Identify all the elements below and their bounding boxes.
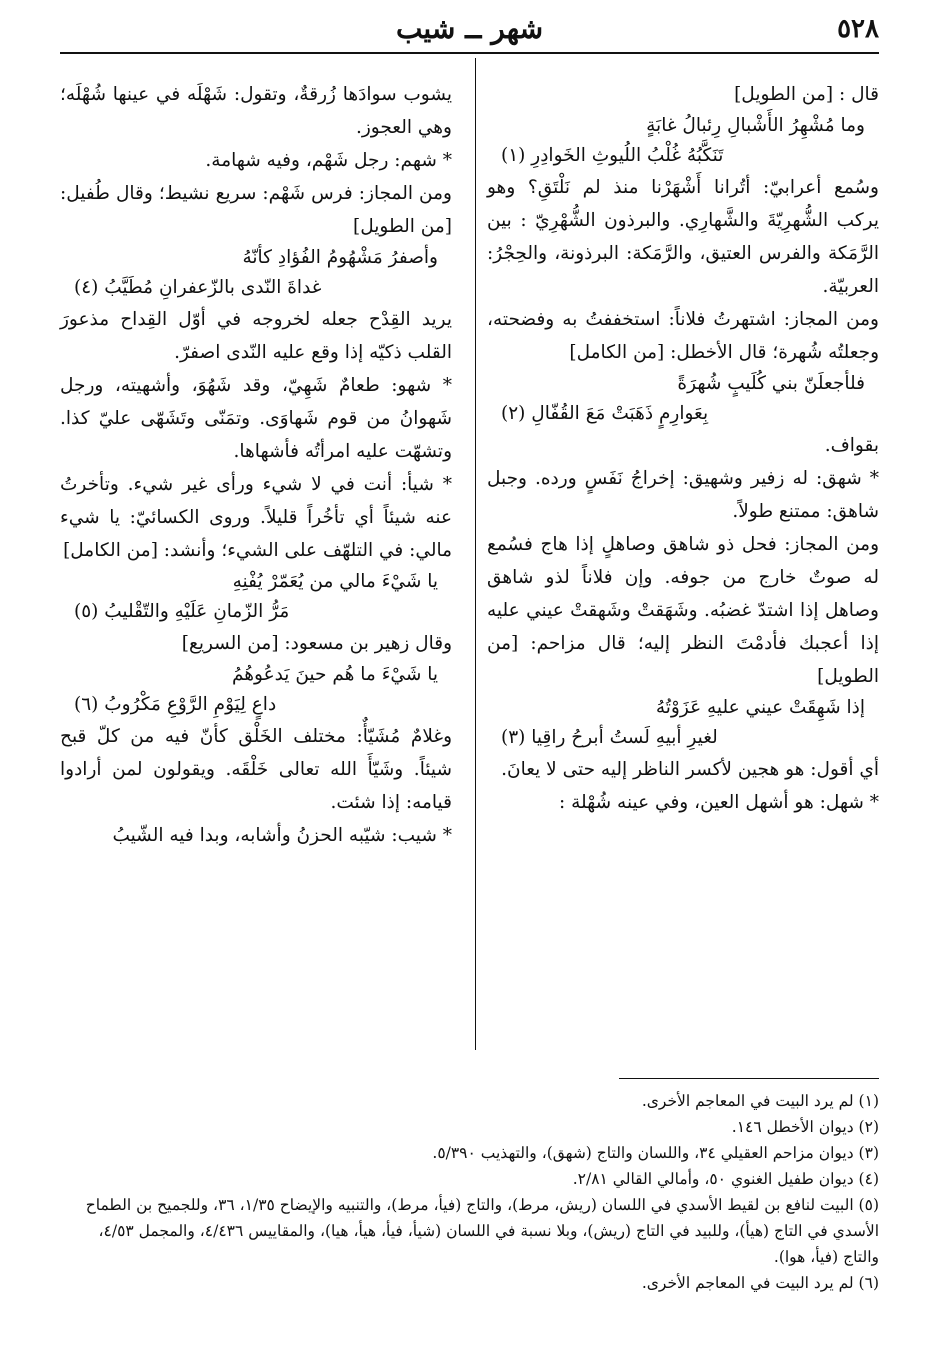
footnote: (٥) البيت لنافع بن لقيط الأسدي في اللسان (ريش، مرط)، والتاج (فيأ، مرط)، والتنبيه والإيضاح ١/٣٥، ٣٦، وللجميح بن الطماح الأسدي في التاج (هيأ)، وللبيد في التاج (ريش)، وبلا نسبة في اللسان (شيأ، فيأ، هيأ، هيا)، والمقاييس ٤/٤٣٦، والمجمل ٤/٥٣، والتاج (فيأ، هوا). (85, 1196, 879, 1266)
paragraph: ومن المجاز: اشتهرتُ فلاناً: استخففتُ به وفضحته، وجعلتُه شُهرة؛ قال الأخطل: [من الكامل] (487, 309, 879, 363)
paragraph: بقواف. (824, 435, 879, 456)
verse-first-hemistich: إذا شَهِقَتْ عيني عليهِ عَزَوْتُهُ (655, 697, 865, 718)
paragraph: يريد القِدْح جعله لخروجه في أوّل القِداح مذعورَ القلب ذكيّه إذا وقع عليه النّدى اصفرّ. (60, 309, 452, 363)
paragraph: * شهم: رجل شَهْم، وفيه شهامة. (205, 150, 452, 171)
paragraph: ومن المجاز: فحل ذو شاهق وصاهلٍ إذا هاج فسُمع له صوتٌ خارج من جوفه. وإن فلاناً لذو شاهق وصاهل إذا اشتدّ غضبُه. وشَهَقتْ وشَهقتْ عيني عليه إذا أعجبك فأدمْتَ النظر إليه؛ قال مزاحم: [من الطويل] (487, 534, 879, 687)
verse-first-hemistich: يا شَيْءَ ما هُم حينَ يَدعُوهُمُ (231, 664, 438, 685)
column-divider (475, 58, 476, 1050)
verse-second-hemistich: لغيرِ أبيهِ لَستُ أبرحُ راقِيا (٣) (501, 727, 718, 748)
paragraph: أي أقول: هو هجين لأكسر الناظر إليه حتى لا يعانَ. (501, 759, 879, 780)
footnote: (٦) لم يرد البيت في المعاجم الأخرى. (641, 1274, 879, 1292)
paragraph: وسُمع أعرابيّ: أتُرانا أَشْهَرْنا منذ لم نَلْتَقِ؟ وهو يركب الشُّهرِيّةَ والشَّهارِي. والبرذون الشُّهْرِيّ : بين الرَّمَكة والفرس العتيق، والرَّمَكة: البرذونة، والحِجْرُ: العربيّة. (487, 177, 879, 297)
paragraph: * شهق: له زفير وشهيق: إخراجُ نَفَسٍ ورده. وجبل شاهق: ممتنع طولاً. (487, 468, 879, 522)
footnote-rule (619, 1078, 879, 1079)
paragraph: يشوب سوادَها زُرقةٌ، وتقول: شَهْلَه في عينها شُهْلَه؛ وهي العجوز. (60, 84, 452, 138)
header-rule (60, 52, 879, 54)
verse (487, 111, 879, 171)
footnote: (١) لم يرد البيت في المعاجم الأخرى. (641, 1092, 879, 1110)
verse-first-hemistich: وأصفرُ مَشْهُومُ الفُؤادِ كأنّهُ (242, 247, 438, 268)
verse (60, 243, 452, 303)
paragraph: * شهو: طعامٌ شَهِيّ، وقد شَهُوَ، وأشهيته، ورجل شَهوانُ من قوم شَهاوَى. وتمَنّى وتَشَهّى عليّ كذا. وتشهّت عليه امرأتُه فأشهاها. (60, 375, 452, 462)
verse-first-hemistich: يا شَيْءَ مالي من يُعَمّرْ يُفْنِهِ (232, 571, 438, 592)
page-number: ٥٢٨ (837, 14, 879, 44)
paragraph: ومن المجاز: فرس شَهْم: سريع نشيط؛ وقال طُفيل: [من الطويل] (60, 183, 452, 237)
verse-second-hemistich: تَنَكَّبُهُ غُلْبُ اللُيوثِ الخَوادِرِ (١) (501, 145, 724, 166)
verse-second-hemistich: داعٍ لِيَوْمِ الرَّوْعِ مَكْرُوبُ (٦) (74, 694, 277, 715)
verse-first-hemistich: وما مُشْهِرُ الأَشْبالِ رِئبالُ غابَةٍ (646, 115, 865, 136)
right-column (487, 78, 879, 819)
page-header (60, 8, 879, 54)
paragraph: * شيب: شيّبه الحزنُ وأشابه، وبدا فيه الشّيبُ (112, 825, 452, 846)
verse (60, 567, 452, 627)
footnote: (٢) ديوان الأخطل ١٤٦. (731, 1118, 879, 1136)
running-title: شهر ــ شيب (395, 12, 544, 45)
verse-second-hemistich: بِعَوارِمٍ ذَهَبَتْ مَعَ القُفّالِ (٢) (501, 403, 709, 424)
footnotes (60, 1088, 879, 1296)
left-column (60, 78, 452, 852)
paragraph: قال : [من الطويل] (734, 84, 879, 105)
verse (60, 660, 452, 720)
verse-second-hemistich: مَرُّ الزّمانِ عَلَيْهِ والتّقْليبُ (٥) (74, 601, 290, 622)
paragraph: وقال زهير بن مسعود: [من السريع] (181, 633, 452, 654)
paragraph: وغلامٌ مُشَيّأٌ: مختلف الخَلْق كأنّ فيه من كلّ قبح شيئاً. وشَيّأَ الله تعالى خَلْقَه. ويقولون لمن أرادوا قيامه: إذا شئت. (60, 726, 452, 813)
verse-first-hemistich: فلأجعلَنّ بني كُلَيبٍ شُهرَةً (677, 373, 865, 394)
verse (487, 693, 879, 753)
footnote: (٣) ديوان مزاحم العقيلي ٣٤، واللسان والتاج (شهق)، والتهذيب ٥/٣٩٠. (432, 1144, 879, 1162)
paragraph: * شهل: هو أشهل العين، وفي عينه شُهْلة : (558, 792, 879, 813)
verse (487, 369, 879, 429)
verse-second-hemistich: غداةَ النّدى بالزّعفرانِ مُطَيَّبُ (٤) (74, 277, 322, 298)
paragraph: * شيأ: أنت في لا شيء ورأى غير شيء. وتأخرتُ عنه شيئاً أي تأخُراً قليلاً. وروى الكسائيّ: يا شيء مالي: في التلهّف على الشيء؛ وأنشد: [من الكامل] (60, 474, 452, 561)
footnote: (٤) ديوان طفيل الغنوي ٥٠، وأمالي القالي ٢/٨١. (572, 1170, 879, 1188)
